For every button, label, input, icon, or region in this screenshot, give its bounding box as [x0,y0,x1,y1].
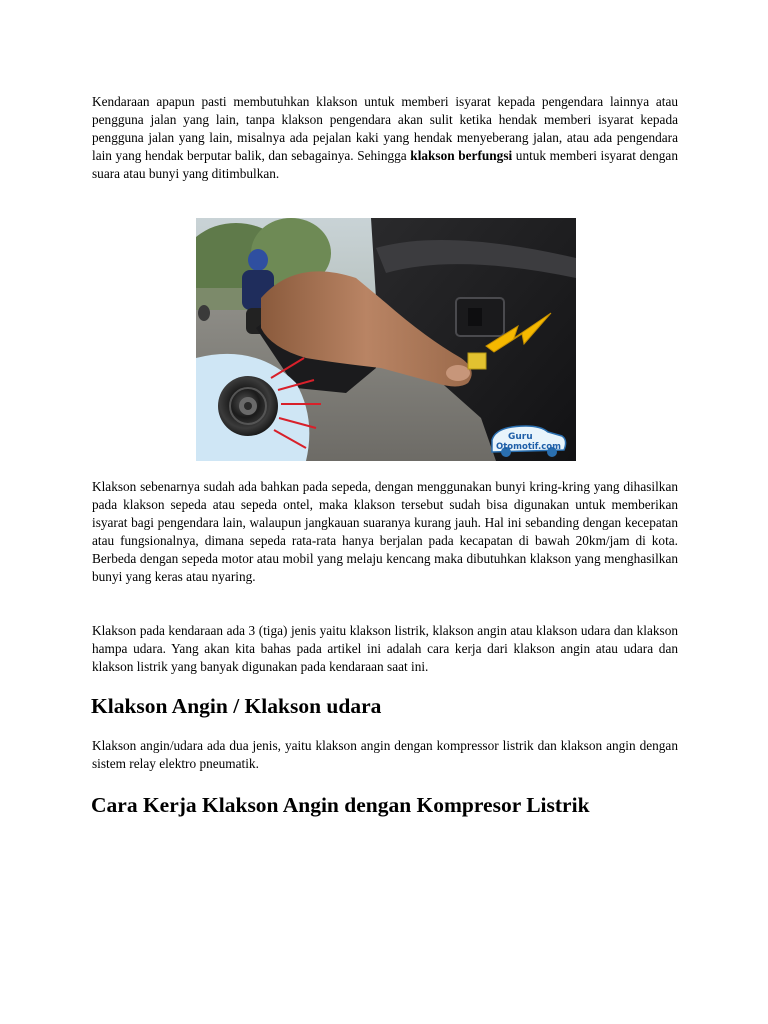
horn-icon [218,376,278,436]
section-heading-compressor: Cara Kerja Klakson Angin dengan Kompresor Listrik [91,793,590,817]
switch-slot [468,308,482,326]
horn-types-paragraph: Klakson pada kendaraan ada 3 (tiga) jenis yaitu klakson listrik, klakson angin atau klakson udara dan klakson hampa udara. Yang akan kita bahas pada artikel ini adalah cara kerja dari klakson angin atau udara dan klakson listrik yang banyak digunakan pada kendaraan saat ini. [92,623,678,674]
bicycle-horn-paragraph: Klakson sebenarnya sudah ada bahkan pada sepeda, dengan menggunakan bunyi kring-kring yang dihasilkan pada klakson sepeda atau sepeda ontel, maka klakson tersebut sudah bisa digunakan untuk memberikan isyarat bagi pengendara lain, walaupun jangkauan suaranya kurang jauh. Hal ini sebanding dengan kecepatan atau fungsionalnya, dimana sepeda rata-rata hanya berjalan pada kecapatan di bawah 20km/jam di kota. Berbeda dengan sepeda motor atau mobil yang melaju kencang maka dibutuhkan klakson yang menghasilkan bunyi yang keras atau nyaring. [92,479,678,584]
thumb-tip [446,365,470,381]
horn-button [468,353,486,369]
watermark-line2: Otomotif.com [496,442,561,452]
distant-rider [198,305,210,321]
section-heading-air-horn: Klakson Angin / Klakson udara [91,694,382,718]
intro-text-start: Kendaraan apapun pasti membutuhkan klakson untuk memberi isyarat kepada pengendara lainnya atau pengguna jalan yang lain, tanpa klakson pengendara akan sulit ketika hendak memberi isyarat kepada pengguna jalan yang lain, misalnya ada pejalan kaki yang hendak menyeberang jalan, atau ada pengendara lain yang hendak berputar balik, dan sebagainya. Sehingga [92,94,678,163]
intro-text-end: untuk memberi isyarat dengan suara atau bunyi yang ditimbulkan. [92,148,678,181]
horn-button-photo [196,218,576,461]
air-horn-types-paragraph: Klakson angin/udara ada dua jenis, yaitu klakson angin dengan kompressor listrik dan klakson angin dengan sistem relay elektro pneumatik. [92,738,678,771]
watermark-line1: Guru [508,432,533,442]
intro-paragraph [92,93,678,183]
intro-bold-phrase: klakson berfungsi [410,148,513,163]
